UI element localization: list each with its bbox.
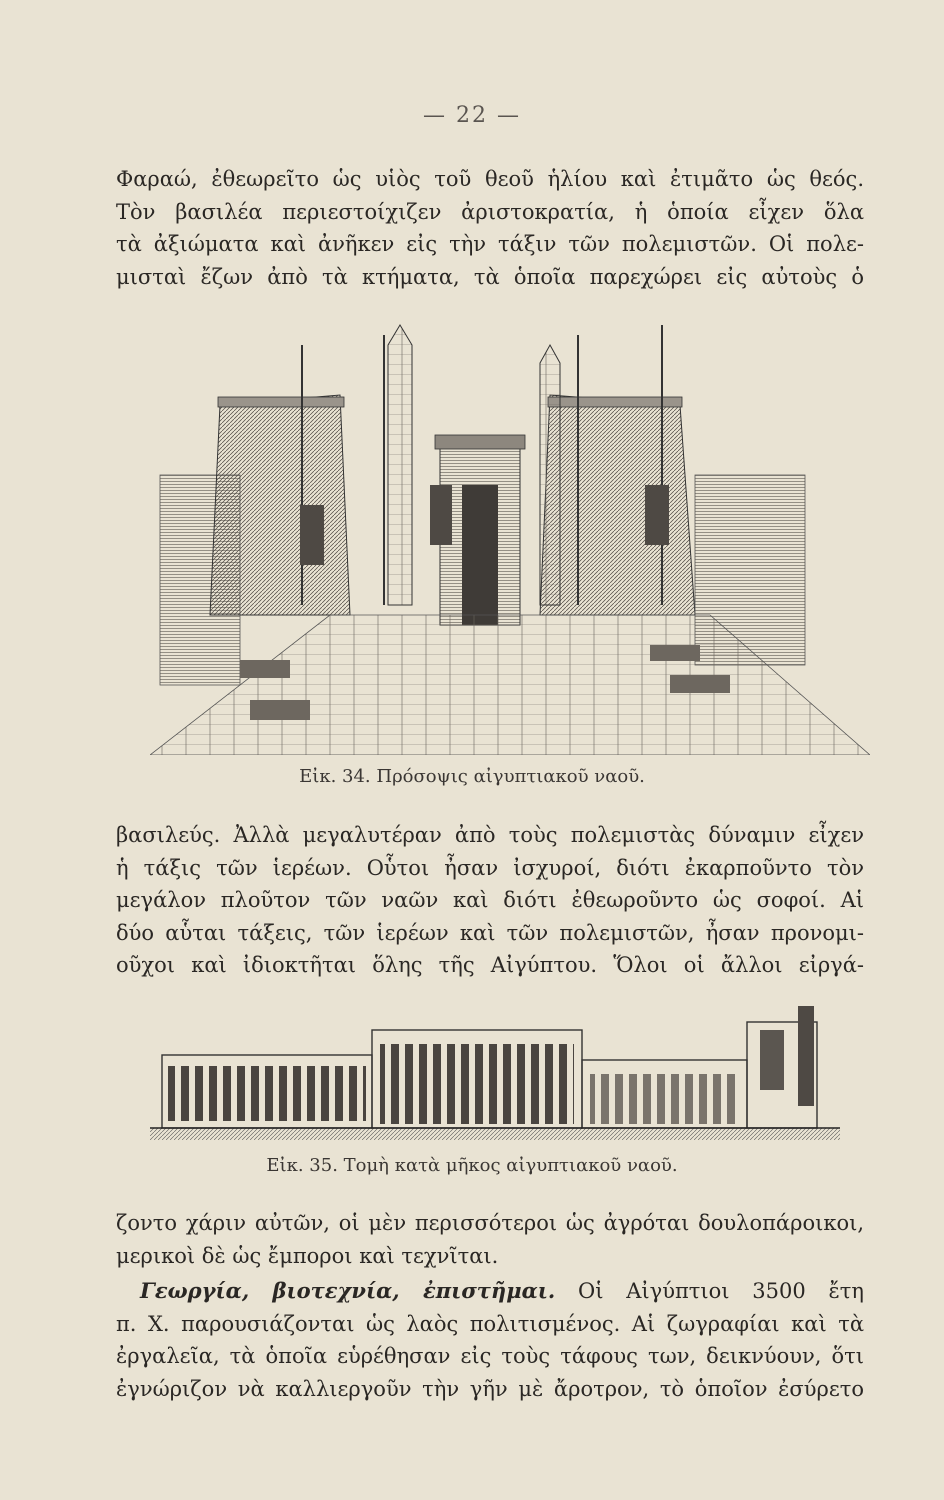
text-line — [116, 1275, 864, 1308]
section-heading: Γεωργία, βιοτεχνία, ἐπιστῆμαι. — [140, 1278, 556, 1303]
text-line: ἡ τάξις τῶν ἱερέων. Οὗτοι ἦσαν ἰσχυροί, διότι ἐκαρποῦντο τὸν — [116, 855, 864, 880]
text-line: Τὸν βασιλέα περιεστοίχιζεν ἀριστοκρατία, ἡ ὁποία εἶχεν ὅλα — [116, 199, 864, 224]
text-line-rest: Οἱ Αἰγύπτιοι 3500 ἔτη — [578, 1279, 864, 1303]
figure-35-caption: Εἰκ. 35. Τομὴ κατὰ μῆκος αἰγυπτιακοῦ ναοῦ. — [266, 1155, 678, 1176]
text-line: ἐγνώριζον νὰ καλλιεργοῦν τὴν γῆν μὲ ἄροτρον, τὸ ὁποῖον ἐσύρετο — [116, 1376, 864, 1401]
paragraph-1 — [116, 163, 864, 293]
text-line: ἐργαλεῖα, τὰ ὁποῖα εὑρέθησαν εἰς τοὺς τάφους των, δεικνύουν, ὅτι — [116, 1344, 864, 1368]
text-line: μισταὶ ἔζων ἀπὸ τὰ κτήματα, τὰ ὁποῖα παρεχώρει εἰς αὐτοὺς ὁ — [116, 264, 864, 289]
paragraph-2 — [116, 819, 864, 982]
text-line: βασιλεύς. Ἀλλὰ μεγαλυτέραν ἀπὸ τοὺς πολεμιστὰς δύναμιν εἶχεν — [116, 823, 864, 847]
paragraph-4 — [116, 1275, 864, 1405]
figure-34-caption: Εἰκ. 34. Πρόσοψις αἰγυπτιακοῦ ναοῦ. — [299, 766, 645, 787]
figure-34-temple-facade — [150, 315, 870, 755]
page-number: — 22 — — [423, 103, 521, 128]
figure-35-temple-section — [150, 1000, 840, 1145]
text-line: Φαραώ, ἐθεωρεῖτο ὡς υἱὸς τοῦ θεοῦ ἡλίου καὶ ἐτιμᾶτο ὡς θεός. — [116, 167, 864, 191]
text-line: μερικοὶ δὲ ὡς ἔμποροι καὶ τεχνῖται. — [116, 1243, 499, 1268]
text-line: π. Χ. παρουσιάζονται ὡς λαὸς πολιτισμένος. Αἱ ζωγραφίαι καὶ τὰ — [116, 1311, 864, 1336]
text-line: δύο αὗται τάξεις, τῶν ἱερέων καὶ τῶν πολεμιστῶν, ἦσαν προνομι- — [116, 920, 864, 945]
text-line: ζοντο χάριν αὐτῶν, οἱ μὲν περισσότεροι ὡς ἀγρόται δουλοπάροικοι, — [116, 1211, 864, 1235]
paragraph-3 — [116, 1207, 864, 1272]
text-line: τὰ ἀξιώματα καὶ ἀνῆκεν εἰς τὴν τάξιν τῶν πολεμιστῶν. Οἱ πολε- — [116, 232, 864, 256]
text-line: μεγάλον πλοῦτον τῶν ναῶν καὶ διότι ἐθεωροῦντο ὡς σοφοί. Αἱ — [116, 888, 864, 912]
text-line: οῦχοι καὶ ἰδιοκτῆται ὅλης τῆς Αἰγύπτου. Ὅλοι οἱ ἄλλοι εἰργά- — [116, 953, 864, 977]
